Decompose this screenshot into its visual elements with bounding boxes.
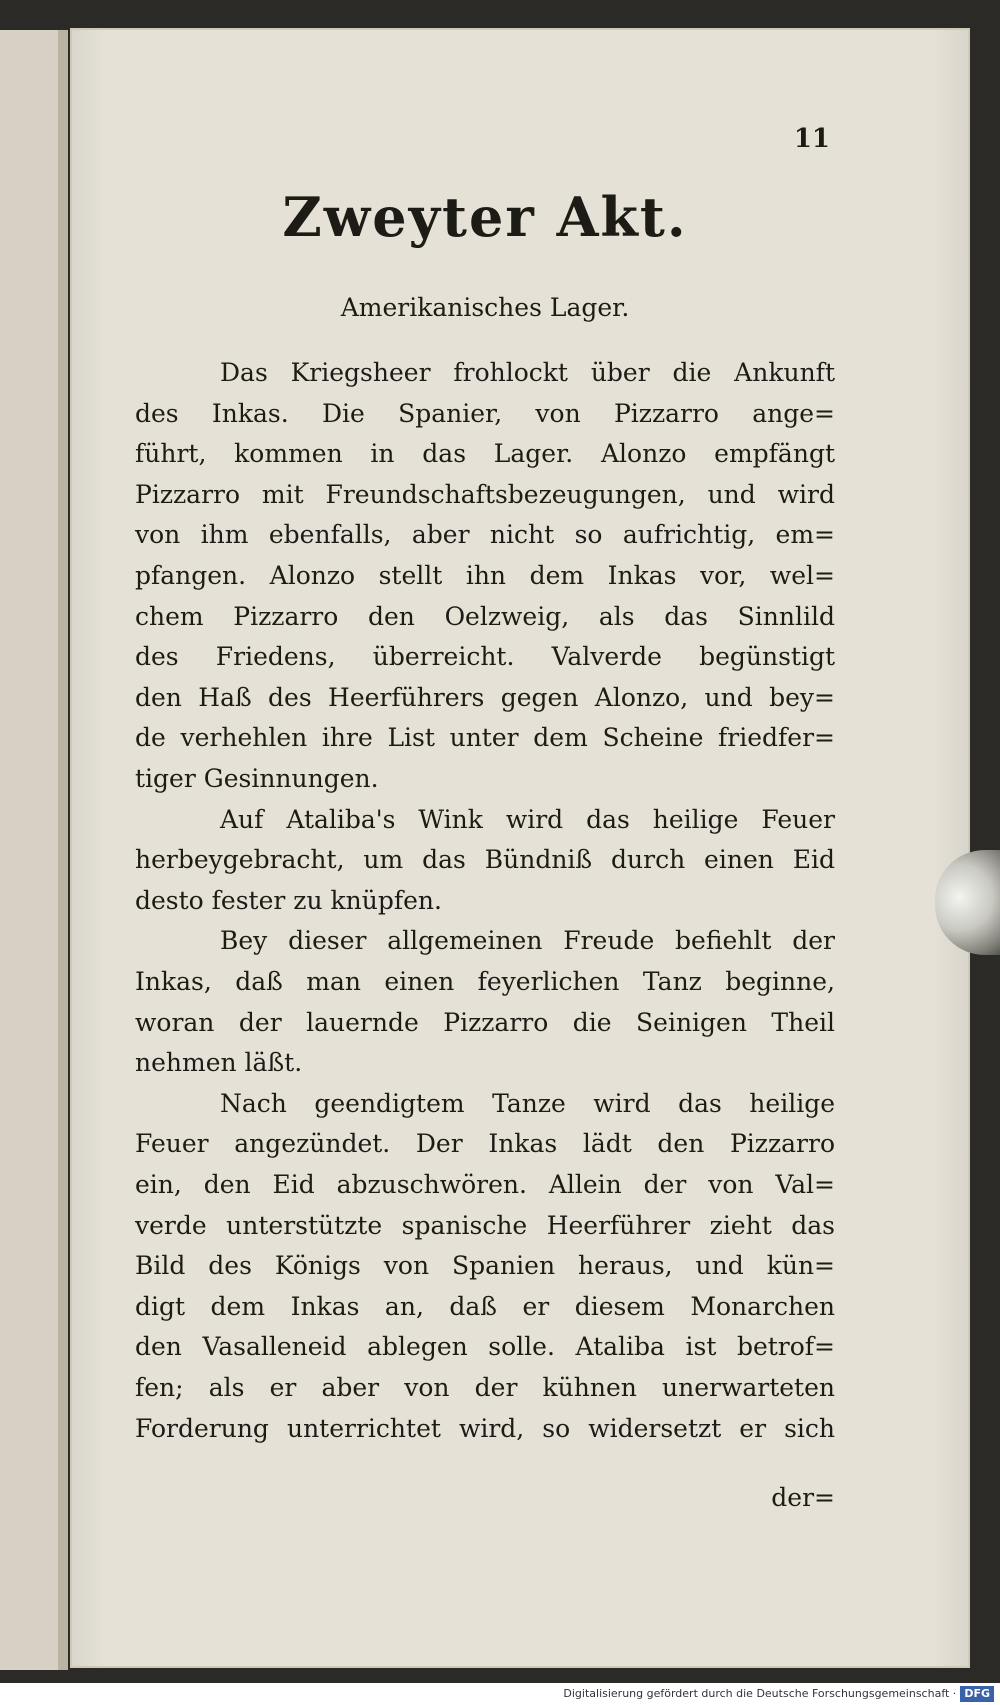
- catchword: der=: [771, 1483, 835, 1512]
- act-title: Zweyter Akt.: [282, 185, 688, 249]
- text-line: fen; als er aber von der kühnen unerwarteten: [135, 1373, 835, 1402]
- footer-bar: [0, 1683, 1000, 1705]
- text-line: von ihm ebenfalls, aber nicht so aufrichtig, em=: [135, 520, 835, 550]
- text-line: pfangen. Alonzo stellt ihn dem Inkas vor, wel=: [135, 561, 835, 590]
- text-line: des Inkas. Die Spanier, von Pizzarro ange=: [135, 398, 835, 428]
- text-line: den Vasalleneid ablegen solle. Ataliba ist betrof=: [135, 1332, 835, 1362]
- dfg-logo: DFG: [960, 1686, 994, 1702]
- text-line: den Haß des Heerführers gegen Alonzo, und bey=: [135, 682, 835, 712]
- text-line: Forderung unterrichtet wird, so widersetzt er sich: [135, 1413, 835, 1443]
- text-line: führt, kommen in das Lager. Alonzo empfängt: [135, 439, 835, 469]
- text-line: Das Kriegsheer frohlockt über die Ankunft: [220, 358, 835, 387]
- text-line: desto fester zu knüpfen.: [135, 885, 442, 915]
- text-line: Nach geendigtem Tanze wird das heilige: [220, 1088, 835, 1118]
- left-page-edge: [0, 30, 68, 1670]
- scene-heading: Amerikanisches Lager.: [340, 293, 630, 322]
- text-line: Pizzarro mit Freundschaftsbezeugungen, und wird: [135, 479, 835, 509]
- footer-credit: Digitalisierung gefördert durch die Deutsche Forschungsgemeinschaft ·: [563, 1687, 957, 1700]
- text-line: des Friedens, überreicht. Valverde begünstigt: [135, 642, 835, 672]
- text-line: tiger Gesinnungen.: [135, 764, 379, 793]
- text-line: woran der lauernde Pizzarro die Seinigen Theil: [135, 1007, 835, 1037]
- text-line: chem Pizzarro den Oelzweig, als das Sinnlild: [135, 601, 835, 631]
- page-number: 11: [793, 124, 830, 154]
- text-line: de verhehlen ihre List unter dem Scheine friedfer=: [135, 723, 835, 753]
- text-line: Bild des Königs von Spanien heraus, und kün=: [135, 1251, 835, 1281]
- text-line: verde unterstützte spanische Heerführer zieht das: [135, 1210, 835, 1240]
- text-line: Auf Ataliba's Wink wird das heilige Feuer: [220, 804, 835, 834]
- text-line: Feuer angezündet. Der Inkas lädt den Pizzarro: [135, 1129, 835, 1159]
- text-line: herbeygebracht, um das Bündniß durch einen Eid: [135, 845, 835, 875]
- text-line: nehmen läßt.: [135, 1048, 303, 1078]
- text-line: digt dem Inkas an, daß er diesem Monarchen: [135, 1291, 835, 1321]
- text-line: ein, den Eid abzuschwören. Allein der von Val=: [135, 1170, 835, 1199]
- text-line: Inkas, daß man einen feyerlichen Tanz beginne,: [135, 967, 835, 996]
- text-line: Bey dieser allgemeinen Freude befiehlt der: [220, 926, 835, 956]
